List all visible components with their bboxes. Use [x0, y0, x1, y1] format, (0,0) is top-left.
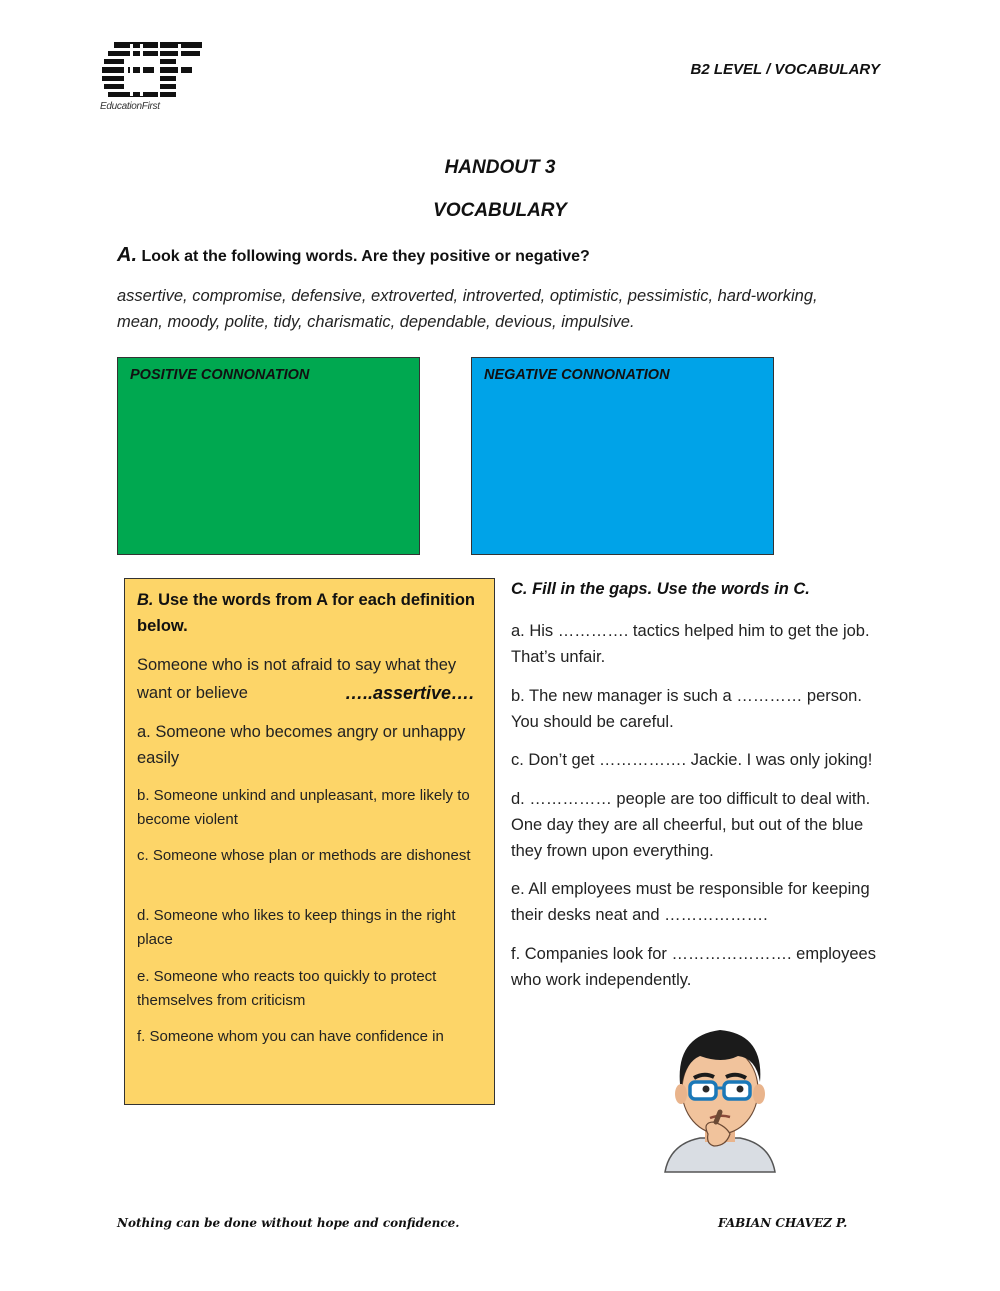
level-label: B2 LEVEL / VOCABULARY [690, 61, 880, 78]
section-a-text: Look at the following words. Are they positive or negative? [141, 248, 590, 265]
gap-sentence-f: f. Companies look for …………………. employees who work independently. [511, 945, 876, 989]
definition-d: d. Someone who likes to keep things in the right place [137, 907, 456, 948]
gap-sentence-e: e. All employees must be responsible for keeping their desks neat and ………………. [511, 880, 870, 924]
handout-title: HANDOUT 3 [444, 157, 556, 178]
gap-sentence-a: a. His …………. tactics helped him to get the job. That’s unfair. [511, 622, 870, 666]
definition-c: c. Someone whose plan or methods are dishonest [137, 847, 471, 864]
positive-box[interactable] [117, 357, 420, 555]
definition-f: f. Someone whom you can have confidence in [137, 1028, 444, 1045]
example-answer: …..assertive…. [345, 683, 475, 703]
word-list: assertive, compromise, defensive, extroverted, introverted, optimistic, pessimistic, hard-working, mean, moody, polite, tidy, charismatic, dependable, devious, impulsive. [117, 287, 818, 331]
gap-sentence-d: d. …………… people are too difficult to deal with. One day they are all cheerful, but out of the blue they frown upon everything. [511, 790, 871, 860]
negative-box[interactable] [471, 357, 774, 555]
definition-a: a. Someone who becomes angry or unhappy easily [137, 723, 466, 767]
definition-e: e. Someone who reacts too quickly to protect themselves from criticism [137, 968, 437, 1009]
section-a-letter: A. [117, 244, 137, 266]
logo-subtitle: EducationFirst [100, 101, 160, 112]
gap-sentence-b: b. The new manager is such a ………… person. You should be careful. [511, 687, 862, 731]
section-b-instruction [137, 587, 482, 639]
vocabulary-title: VOCABULARY [433, 200, 567, 221]
gap-sentence-c: c. Don’t get ……………. Jackie. I was only joking! [511, 751, 873, 769]
footer-quote: Nothing can be done without hope and confidence. [117, 1216, 460, 1230]
section-b-letter: B. [137, 591, 154, 609]
example-definition: Someone who is not afraid to say what they want or believe [137, 656, 457, 702]
section-a-instruction [117, 244, 590, 267]
definition-b: b. Someone unkind and unpleasant, more likely to become violent [137, 787, 470, 828]
thinking-avatar-image [660, 1022, 780, 1174]
footer-author: FABIAN CHAVEZ P. [718, 1216, 848, 1230]
section-b-text: Use the words from A for each definition below. [137, 591, 475, 635]
section-c-instruction: C. Fill in the gaps. Use the words in C. [511, 580, 810, 598]
section-b-box [124, 578, 495, 1105]
negative-box-label: NEGATIVE CONNONATION [484, 367, 670, 383]
positive-box-label: POSITIVE CONNONATION [130, 367, 310, 383]
section-b-example [137, 651, 487, 707]
